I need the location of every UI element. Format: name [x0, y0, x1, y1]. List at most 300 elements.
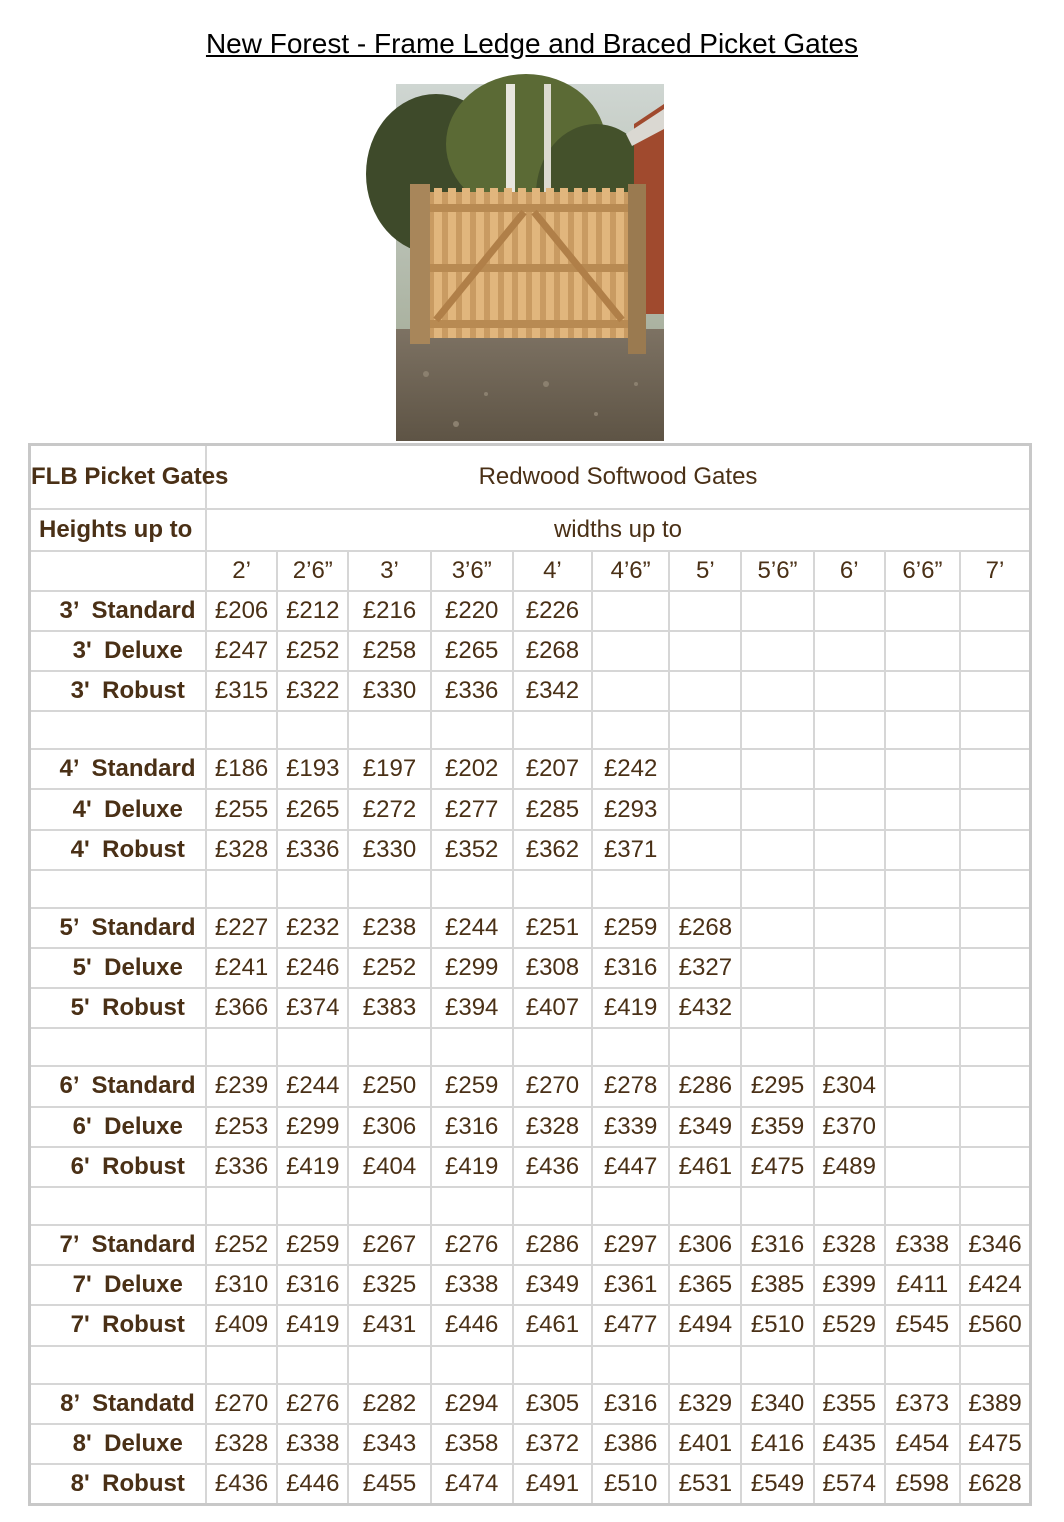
empty-cell: [814, 591, 885, 631]
price-cell: £328: [513, 1107, 592, 1147]
empty-cell: [814, 908, 885, 948]
table-row: [30, 1225, 1031, 1265]
corner-label: FLB Picket Gates: [30, 445, 207, 509]
height-label: 6': [70, 1152, 90, 1180]
empty-cell: [885, 830, 960, 870]
table-row: [30, 749, 1031, 789]
empty-cell: [513, 870, 592, 908]
width-header: 6’: [814, 551, 885, 591]
empty-cell: [741, 749, 813, 789]
empty-cell: [960, 870, 1030, 908]
empty-cell: [669, 749, 741, 789]
price-cell: £342: [513, 671, 592, 711]
price-cell: £446: [431, 1305, 513, 1345]
price-cell: £244: [277, 1066, 348, 1106]
empty-cell: [960, 711, 1030, 749]
price-cell: £328: [814, 1225, 885, 1265]
price-cell: £383: [348, 988, 430, 1028]
empty-cell: [592, 870, 669, 908]
empty-cell: [960, 1066, 1030, 1106]
empty-cell: [960, 948, 1030, 988]
price-cell: £247: [206, 631, 277, 671]
price-cell: £329: [669, 1384, 741, 1424]
price-cell: £399: [814, 1265, 885, 1305]
price-cell: £435: [814, 1424, 885, 1464]
price-cell: £308: [513, 948, 592, 988]
price-cell: £628: [960, 1464, 1030, 1505]
price-cell: £366: [206, 988, 277, 1028]
table-row: [30, 1147, 1031, 1187]
price-cell: £259: [431, 1066, 513, 1106]
grade-label: Robust: [102, 1152, 185, 1180]
price-cell: £207: [513, 749, 592, 789]
height-label: 3': [72, 636, 92, 664]
empty-cell: [814, 1346, 885, 1384]
price-cell: £529: [814, 1305, 885, 1345]
row-label: [30, 1147, 207, 1187]
empty-cell: [885, 908, 960, 948]
price-cell: £349: [513, 1265, 592, 1305]
page-title: New Forest - Frame Ledge and Braced Picket Gates: [205, 28, 859, 59]
table-row: [30, 948, 1031, 988]
price-cell: £419: [277, 1147, 348, 1187]
empty-cell: [669, 870, 741, 908]
width-header: 6’6”: [885, 551, 960, 591]
grade-label: Robust: [102, 677, 185, 705]
height-label: 8': [72, 1429, 92, 1457]
height-label: 5': [72, 954, 92, 982]
price-cell: £336: [206, 1147, 277, 1187]
empty-cell: [592, 591, 669, 631]
price-cell: £232: [277, 908, 348, 948]
row-label: [30, 749, 207, 789]
price-cell: £359: [741, 1107, 813, 1147]
gate-photo: [396, 84, 664, 441]
price-cell: £419: [431, 1147, 513, 1187]
empty-cell: [206, 1346, 277, 1384]
empty-cell: [30, 711, 207, 749]
price-cell: £574: [814, 1464, 885, 1505]
grade-label: Deluxe: [104, 1112, 183, 1140]
price-cell: £259: [277, 1225, 348, 1265]
empty-cell: [814, 711, 885, 749]
price-cell: £186: [206, 749, 277, 789]
price-cell: £431: [348, 1305, 430, 1345]
price-cell: £327: [669, 948, 741, 988]
price-cell: £276: [277, 1384, 348, 1424]
table-row: [30, 1107, 1031, 1147]
empty-cell: [814, 631, 885, 671]
height-label: 3’: [59, 596, 80, 624]
price-cell: £306: [348, 1107, 430, 1147]
price-cell: £216: [348, 591, 430, 631]
empty-cell: [348, 711, 430, 749]
price-cell: £510: [741, 1305, 813, 1345]
price-cell: £306: [669, 1225, 741, 1265]
row-label: [30, 1066, 207, 1106]
empty-cell: [885, 1066, 960, 1106]
price-cell: £385: [741, 1265, 813, 1305]
price-cell: £416: [741, 1424, 813, 1464]
price-cell: £455: [348, 1464, 430, 1505]
empty-cell: [206, 1187, 277, 1225]
row-label: [30, 1265, 207, 1305]
price-cell: £316: [592, 948, 669, 988]
empty-cell: [814, 671, 885, 711]
empty-cell: [885, 1028, 960, 1066]
price-cell: £336: [431, 671, 513, 711]
height-label: 7': [70, 1311, 90, 1339]
empty-cell: [814, 830, 885, 870]
price-cell: £241: [206, 948, 277, 988]
height-label: 4': [70, 835, 90, 863]
price-cell: £250: [348, 1066, 430, 1106]
width-header: 3’6”: [431, 551, 513, 591]
price-cell: £252: [277, 631, 348, 671]
height-label: 7': [72, 1271, 92, 1299]
price-cell: £259: [592, 908, 669, 948]
price-cell: £343: [348, 1424, 430, 1464]
price-cell: £404: [348, 1147, 430, 1187]
price-cell: £299: [277, 1107, 348, 1147]
row-label: [30, 1305, 207, 1345]
empty-cell: [960, 830, 1030, 870]
spacer-row: [30, 870, 1031, 908]
empty-cell: [431, 711, 513, 749]
grade-label: Robust: [102, 1311, 185, 1339]
price-cell: £278: [592, 1066, 669, 1106]
price-cell: £365: [669, 1265, 741, 1305]
empty-cell: [592, 1028, 669, 1066]
price-cell: £197: [348, 749, 430, 789]
empty-cell: [960, 749, 1030, 789]
width-header: 7’: [960, 551, 1030, 591]
price-cell: £244: [431, 908, 513, 948]
height-label: 6': [72, 1112, 92, 1140]
table-heading: Redwood Softwood Gates: [206, 445, 1031, 509]
table-row: [30, 1265, 1031, 1305]
price-cell: £436: [206, 1464, 277, 1505]
empty-cell: [431, 1187, 513, 1225]
empty-cell: [960, 1107, 1030, 1147]
price-cell: £239: [206, 1066, 277, 1106]
empty-cell: [513, 1187, 592, 1225]
empty-cell: [669, 671, 741, 711]
spacer-row: [30, 711, 1031, 749]
grade-label: Deluxe: [104, 1429, 183, 1457]
price-cell: £361: [592, 1265, 669, 1305]
empty-cell: [741, 591, 813, 631]
grade-label: Robust: [102, 994, 185, 1022]
widths-label: widths up to: [206, 509, 1031, 551]
price-cell: £355: [814, 1384, 885, 1424]
empty-cell: [885, 988, 960, 1028]
empty-cell: [960, 908, 1030, 948]
price-cell: £424: [960, 1265, 1030, 1305]
price-cell: £419: [592, 988, 669, 1028]
empty-cell: [592, 1187, 669, 1225]
empty-cell: [277, 1028, 348, 1066]
empty-cell: [885, 870, 960, 908]
width-header: 5’: [669, 551, 741, 591]
empty-cell: [30, 1346, 207, 1384]
price-cell: £338: [277, 1424, 348, 1464]
grade-label: Robust: [102, 835, 185, 863]
price-cell: £432: [669, 988, 741, 1028]
price-cell: £436: [513, 1147, 592, 1187]
price-cell: £316: [277, 1265, 348, 1305]
price-cell: £220: [431, 591, 513, 631]
empty-cell: [741, 711, 813, 749]
price-cell: £267: [348, 1225, 430, 1265]
price-cell: £461: [669, 1147, 741, 1187]
price-cell: £510: [592, 1464, 669, 1505]
empty-cell: [960, 591, 1030, 631]
empty-cell: [885, 1346, 960, 1384]
price-cell: £358: [431, 1424, 513, 1464]
table-row: [30, 591, 1031, 631]
empty-cell: [669, 1028, 741, 1066]
table-row: [30, 1305, 1031, 1345]
price-cell: £252: [206, 1225, 277, 1265]
row-label: [30, 671, 207, 711]
price-cell: £295: [741, 1066, 813, 1106]
width-header-blank: [30, 551, 207, 591]
row-label: [30, 1424, 207, 1464]
table-row: [30, 830, 1031, 870]
price-cell: £286: [513, 1225, 592, 1265]
empty-cell: [814, 749, 885, 789]
empty-cell: [348, 870, 430, 908]
spacer-row: [30, 1187, 1031, 1225]
height-label: 5': [70, 994, 90, 1022]
empty-cell: [277, 711, 348, 749]
price-cell: £202: [431, 749, 513, 789]
price-cell: £401: [669, 1424, 741, 1464]
price-cell: £352: [431, 830, 513, 870]
empty-cell: [741, 671, 813, 711]
grade-label: Standard: [91, 596, 196, 624]
price-cell: £549: [741, 1464, 813, 1505]
price-cell: £265: [277, 789, 348, 829]
row-label: [30, 1384, 207, 1424]
empty-cell: [885, 631, 960, 671]
empty-cell: [592, 671, 669, 711]
price-cell: £475: [960, 1424, 1030, 1464]
price-cell: £206: [206, 591, 277, 631]
price-cell: £491: [513, 1464, 592, 1505]
width-header: 4’: [513, 551, 592, 591]
empty-cell: [960, 988, 1030, 1028]
price-cell: £297: [592, 1225, 669, 1265]
spacer-row: [30, 1028, 1031, 1066]
price-cell: £322: [277, 671, 348, 711]
empty-cell: [960, 631, 1030, 671]
price-cell: £362: [513, 830, 592, 870]
empty-cell: [741, 789, 813, 829]
empty-cell: [206, 870, 277, 908]
price-cell: £325: [348, 1265, 430, 1305]
height-label: 8’: [60, 1389, 81, 1417]
price-cell: £371: [592, 830, 669, 870]
empty-cell: [431, 1028, 513, 1066]
empty-cell: [592, 711, 669, 749]
grade-label: Deluxe: [104, 954, 183, 982]
empty-cell: [277, 1187, 348, 1225]
price-cell: £316: [592, 1384, 669, 1424]
price-cell: £411: [885, 1265, 960, 1305]
price-cell: £328: [206, 1424, 277, 1464]
empty-cell: [513, 711, 592, 749]
empty-cell: [741, 870, 813, 908]
width-header: 5’6”: [741, 551, 813, 591]
empty-cell: [814, 789, 885, 829]
price-cell: £454: [885, 1424, 960, 1464]
price-cell: £461: [513, 1305, 592, 1345]
price-cell: £389: [960, 1384, 1030, 1424]
grade-label: Standard: [91, 913, 196, 941]
price-cell: £330: [348, 830, 430, 870]
empty-cell: [885, 1147, 960, 1187]
empty-cell: [206, 711, 277, 749]
heights-label: Heights up to: [30, 509, 207, 551]
empty-cell: [960, 789, 1030, 829]
empty-cell: [669, 591, 741, 631]
price-cell: £494: [669, 1305, 741, 1345]
price-cell: £227: [206, 908, 277, 948]
price-cell: £372: [513, 1424, 592, 1464]
row-label: [30, 631, 207, 671]
price-cell: £370: [814, 1107, 885, 1147]
empty-cell: [814, 870, 885, 908]
empty-cell: [741, 908, 813, 948]
row-label: [30, 789, 207, 829]
height-label: 7’: [59, 1231, 80, 1259]
empty-cell: [885, 1107, 960, 1147]
empty-cell: [592, 631, 669, 671]
price-cell: £268: [669, 908, 741, 948]
price-cell: £304: [814, 1066, 885, 1106]
height-label: 3': [70, 677, 90, 705]
table-row: [30, 1464, 1031, 1505]
price-cell: £419: [277, 1305, 348, 1345]
price-cell: £316: [741, 1225, 813, 1265]
price-cell: £252: [348, 948, 430, 988]
empty-cell: [669, 789, 741, 829]
empty-cell: [30, 1187, 207, 1225]
width-header: 3’: [348, 551, 430, 591]
empty-cell: [669, 711, 741, 749]
price-cell: £272: [348, 789, 430, 829]
empty-cell: [431, 1346, 513, 1384]
price-cell: £255: [206, 789, 277, 829]
price-cell: £374: [277, 988, 348, 1028]
empty-cell: [960, 671, 1030, 711]
price-cell: £328: [206, 830, 277, 870]
price-cell: £407: [513, 988, 592, 1028]
price-cell: £475: [741, 1147, 813, 1187]
table-row: [30, 1384, 1031, 1424]
price-cell: £258: [348, 631, 430, 671]
price-cell: £270: [206, 1384, 277, 1424]
price-cell: £285: [513, 789, 592, 829]
table-row: [30, 671, 1031, 711]
grade-label: Deluxe: [104, 795, 183, 823]
price-cell: £446: [277, 1464, 348, 1505]
empty-cell: [960, 1028, 1030, 1066]
row-label: [30, 830, 207, 870]
table-row: [30, 789, 1031, 829]
row-label: [30, 948, 207, 988]
price-cell: £294: [431, 1384, 513, 1424]
price-cell: £315: [206, 671, 277, 711]
price-cell: £598: [885, 1464, 960, 1505]
price-cell: £286: [669, 1066, 741, 1106]
empty-cell: [885, 711, 960, 749]
height-label: 4’: [59, 755, 80, 783]
price-cell: £531: [669, 1464, 741, 1505]
empty-cell: [814, 1187, 885, 1225]
row-label: [30, 1107, 207, 1147]
price-cell: £545: [885, 1305, 960, 1345]
width-header: 2’6”: [277, 551, 348, 591]
price-cell: £268: [513, 631, 592, 671]
price-table: [28, 443, 1032, 1506]
price-cell: £373: [885, 1384, 960, 1424]
price-cell: £349: [669, 1107, 741, 1147]
row-label: [30, 1225, 207, 1265]
price-cell: £340: [741, 1384, 813, 1424]
empty-cell: [741, 948, 813, 988]
table-row: [30, 631, 1031, 671]
price-cell: £238: [348, 908, 430, 948]
empty-cell: [885, 948, 960, 988]
price-cell: £282: [348, 1384, 430, 1424]
price-cell: £265: [431, 631, 513, 671]
empty-cell: [669, 830, 741, 870]
empty-cell: [885, 789, 960, 829]
empty-cell: [669, 1346, 741, 1384]
price-cell: £394: [431, 988, 513, 1028]
row-label: [30, 988, 207, 1028]
empty-cell: [206, 1028, 277, 1066]
price-cell: £336: [277, 830, 348, 870]
price-cell: £270: [513, 1066, 592, 1106]
price-cell: £489: [814, 1147, 885, 1187]
empty-cell: [741, 1346, 813, 1384]
empty-cell: [885, 591, 960, 631]
grade-label: Standatd: [92, 1389, 195, 1417]
empty-cell: [885, 749, 960, 789]
price-cell: £253: [206, 1107, 277, 1147]
empty-cell: [513, 1028, 592, 1066]
empty-cell: [814, 1028, 885, 1066]
grade-label: Standard: [91, 1231, 196, 1259]
price-cell: £330: [348, 671, 430, 711]
table-row: [30, 1066, 1031, 1106]
empty-cell: [885, 1187, 960, 1225]
price-cell: £276: [431, 1225, 513, 1265]
price-cell: £409: [206, 1305, 277, 1345]
height-label: 6’: [59, 1072, 80, 1100]
price-cell: £474: [431, 1464, 513, 1505]
width-header: 4’6”: [592, 551, 669, 591]
price-cell: £212: [277, 591, 348, 631]
grade-label: Robust: [102, 1469, 185, 1497]
empty-cell: [885, 671, 960, 711]
price-cell: £338: [431, 1265, 513, 1305]
table-row: [30, 908, 1031, 948]
